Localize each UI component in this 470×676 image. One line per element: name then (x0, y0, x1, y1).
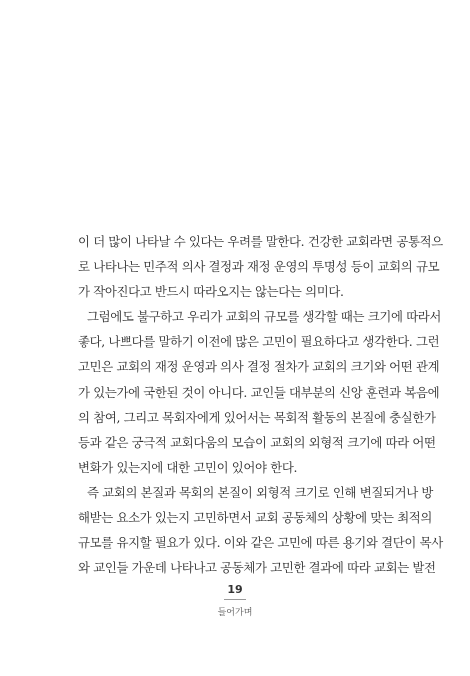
text-line: 고민은 교회의 재정 운영과 의사 결정 절차가 교회의 크기와 어떤 관계 (78, 359, 440, 375)
body-text (78, 229, 443, 580)
text-line: 가 작아진다고 반드시 따라오지는 않는다는 의미다. (78, 284, 344, 300)
text-line: 등과 같은 궁극적 교회다움의 모습이 교회의 외형적 크기에 따라 어떤 (78, 434, 436, 450)
text-line: 해받는 요소가 있는지 고민하면서 교회 공동체의 상황에 맞는 최적의 (78, 510, 433, 526)
footer-divider (224, 599, 246, 600)
text-line: 가 있는가에 국한된 것이 아니다. 교인들 대부분의 신앙 훈련과 복음에 (78, 384, 440, 400)
text-line: 와 교인들 가운데 나타나고 공동체가 고민한 결과에 따라 교회는 발전 (78, 560, 436, 576)
text-line: 이 더 많이 나타날 수 있다는 우려를 말한다. 건강한 교회라면 공통적으 (78, 234, 443, 249)
text-line: 그럼에도 불구하고 우리가 교회의 규모를 생각할 때는 크기에 따라서 (87, 309, 442, 325)
running-title: 들어가며 (217, 608, 253, 618)
text-line: 좋다, 나쁘다를 말하기 이전에 많은 고민이 필요하다고 생각한다. 그런 (78, 334, 440, 350)
page-number: 19 (227, 583, 243, 596)
text-line: 규모를 유지할 필요가 있다. 이와 같은 고민에 따른 용기와 결단이 목사 (78, 535, 443, 551)
text-line: 의 참여, 그리고 목회자에게 있어서는 목회적 활동의 본질에 충실한가 (78, 409, 436, 425)
text-line: 즉 교회의 본질과 목회의 본질이 외형적 크기로 인해 변질되거나 방 (87, 484, 434, 500)
text-line: 변화가 있는지에 대한 고민이 있어야 한다. (78, 459, 298, 475)
text-line: 로 나타나는 민주적 의사 결정과 재정 운영의 투명성 등이 교회의 규모 (78, 259, 440, 275)
